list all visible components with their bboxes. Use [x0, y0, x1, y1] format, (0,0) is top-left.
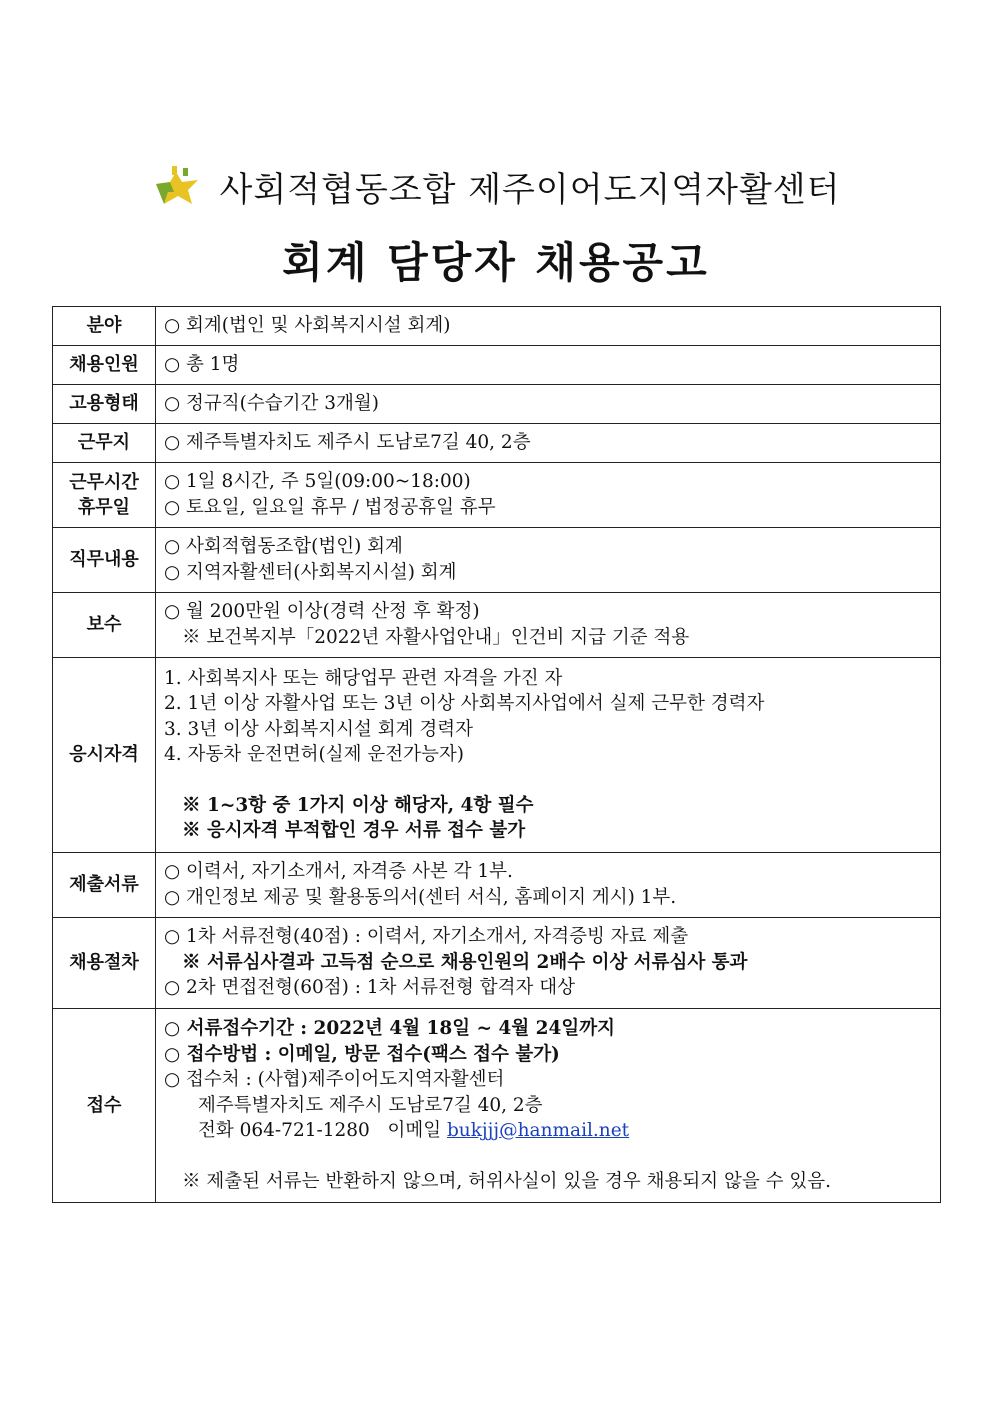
qualification-2: 2. 1년 이상 자활사업 또는 3년 이상 사회복지사업에서 실제 근무한 경력자 — [164, 693, 765, 714]
row-qualifications — [53, 658, 941, 853]
qualification-4: 4. 자동차 운전면허(실제 운전가능자) — [164, 744, 464, 765]
application-spacer — [164, 1144, 934, 1169]
application-address: 제주특별자치도 제주시 도남로7길 40, 2층 — [198, 1094, 543, 1116]
row-employment-type — [53, 385, 941, 424]
documents-content — [156, 853, 941, 918]
org-name: 사회적협동조합 제주이어도지역자활센터 — [219, 169, 841, 210]
salary-content — [156, 593, 941, 658]
process-label: 채용절차 — [53, 918, 156, 1009]
headcount-label: 채용인원 — [53, 346, 156, 385]
employment-type-label: 고용형태 — [53, 385, 156, 424]
application-note: ※ 제출된 서류는 반환하지 않으며, 허위사실이 있을 경우 채용되지 않을 수 있음. — [182, 1170, 831, 1192]
organization-logo-icon — [152, 164, 202, 208]
qualification-note-1: ※ 1~3항 중 1가지 이상 해당자, 4항 필수 — [182, 794, 534, 816]
hours-text-1: ○ 1일 8시간, 주 5일(09:00~18:00) — [164, 471, 471, 492]
row-headcount — [53, 346, 941, 385]
row-hours — [53, 463, 941, 528]
qualifications-content — [156, 658, 941, 853]
process-content — [156, 918, 941, 1009]
application-contact — [164, 1118, 934, 1144]
employment-type-content — [156, 385, 941, 424]
field-label: 분야 — [53, 307, 156, 346]
row-workplace — [53, 424, 941, 463]
hours-text-2: ○ 토요일, 일요일 휴무 / 법정공휴일 휴무 — [164, 496, 496, 518]
job-posting-table — [52, 306, 941, 1203]
process-note: ※ 서류심사결과 고득점 순으로 채용인원의 2배수 이상 서류심사 통과 — [182, 951, 748, 973]
qualification-3: 3. 3년 이상 사회복지시설 회계 경력자 — [164, 718, 474, 740]
row-application — [53, 1009, 941, 1203]
headcount-text: ○ 총 1명 — [164, 353, 240, 375]
salary-text-1: ○ 월 200만원 이상(경력 산정 후 확정) — [164, 601, 480, 622]
salary-note: ※ 보건복지부「2022년 자활사업안내」인건비 지급 기준 적용 — [182, 626, 690, 648]
field-content — [156, 307, 941, 346]
qualification-1: 1. 사회복지사 또는 해당업무 관련 자격을 가진 자 — [164, 667, 563, 689]
hours-content — [156, 463, 941, 528]
application-method: ○ 접수방법 : 이메일, 방문 접수(팩스 접수 불가) — [164, 1043, 560, 1065]
email-link[interactable]: bukjjj@hanmail.net — [446, 1120, 630, 1141]
documents-text-2: ○ 개인정보 제공 및 활용동의서(센터 서식, 홈페이지 게시) 1부. — [164, 886, 677, 908]
workplace-content — [156, 424, 941, 463]
application-phone: 전화 064-721-1280 이메일 — [198, 1120, 447, 1141]
application-place: ○ 접수처 : (사협)제주이어도지역자활센터 — [164, 1069, 505, 1090]
field-text: ○ 회계(법인 및 사회복지시설 회계) — [164, 314, 451, 336]
page-title: 회계 담당자 채용공고 — [282, 238, 710, 287]
workplace-text: ○ 제주특별자치도 제주시 도남로7길 40, 2층 — [164, 431, 531, 453]
documents-label: 제출서류 — [53, 853, 156, 918]
qualifications-spacer — [164, 768, 934, 793]
workplace-label: 근무지 — [53, 424, 156, 463]
row-field — [53, 307, 941, 346]
hours-label — [53, 463, 156, 528]
hours-label-2: 휴무일 — [77, 497, 131, 518]
process-step-2: ○ 2차 면접전형(60점) : 1차 서류전형 합격자 대상 — [164, 977, 575, 999]
row-documents — [53, 853, 941, 918]
process-step-1: ○ 1차 서류전형(40점) : 이력서, 자기소개서, 자격증빙 자료 제출 — [164, 926, 689, 948]
org-line — [0, 160, 992, 212]
headcount-content — [156, 346, 941, 385]
salary-label: 보수 — [53, 593, 156, 658]
duties-text-1: ○ 사회적협동조합(법인) 회계 — [164, 536, 403, 557]
duties-content — [156, 528, 941, 593]
documents-text-1: ○ 이력서, 자기소개서, 자격증 사본 각 1부. — [164, 861, 513, 882]
hours-label-1: 근무시간 — [69, 471, 139, 493]
application-label: 접수 — [53, 1009, 156, 1203]
application-period: ○ 서류접수기간 : 2022년 4월 18일 ~ 4월 24일까지 — [164, 1018, 616, 1039]
row-process — [53, 918, 941, 1009]
duties-label: 직무내용 — [53, 528, 156, 593]
header — [0, 160, 992, 290]
row-salary — [53, 593, 941, 658]
duties-text-2: ○ 지역자활센터(사회복지시설) 회계 — [164, 561, 457, 583]
row-duties — [53, 528, 941, 593]
qualification-note-2: ※ 응시자격 부적합인 경우 서류 접수 불가 — [182, 820, 526, 841]
employment-type-text: ○ 정규직(수습기간 3개월) — [164, 392, 379, 414]
qualifications-label: 응시자격 — [53, 658, 156, 853]
application-content — [156, 1009, 941, 1203]
